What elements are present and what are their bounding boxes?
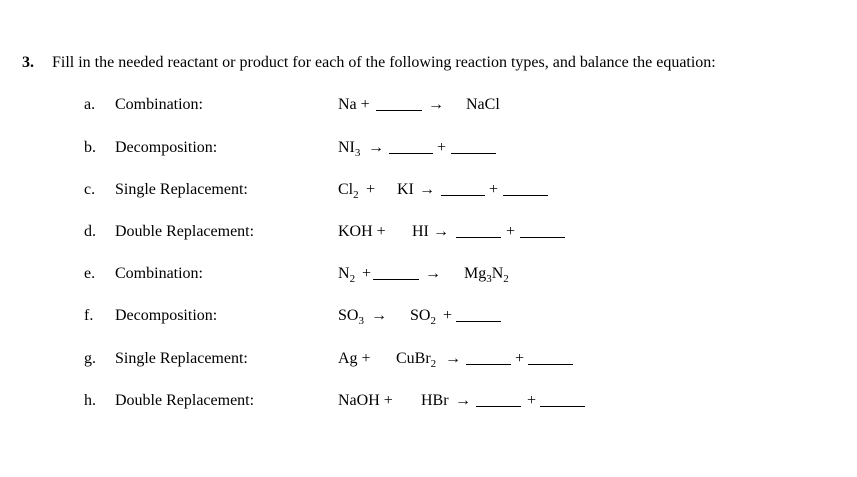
plus-sign: + [437,139,447,156]
reaction-item-c [0,181,857,203]
reactant-2: HBr [421,392,449,409]
reaction-item-e [0,265,857,287]
plus-sign: + [527,392,537,409]
plus-sign: + [443,307,453,324]
arrow-icon: → [425,265,441,282]
plus-sign: + [362,265,372,282]
item-letter: a. [84,96,96,113]
answer-blank[interactable] [503,181,548,196]
item-letter: c. [84,181,96,198]
reactant-1: $Cl_2$ [338,181,359,202]
plus-sign: + [489,181,499,198]
answer-blank[interactable] [456,307,501,322]
answer-blank[interactable] [520,223,565,238]
reactant-1: $NI_3$ [338,139,361,160]
item-letter: h. [84,392,96,409]
reactant-1: NaOH + [338,392,393,409]
plus-sign: + [515,350,525,367]
reaction-item-h [0,392,857,414]
item-letter: g. [84,350,96,367]
answer-blank[interactable] [540,392,585,407]
product-1: NaCl [466,96,500,113]
reactant-1: Ag + [338,350,371,367]
reactant-1: KOH + [338,223,386,240]
arrow-icon: → [371,307,387,324]
arrow-icon: → [433,223,449,240]
answer-blank[interactable] [389,139,433,154]
answer-blank[interactable] [451,139,496,154]
answer-blank[interactable] [528,350,573,365]
reaction-type: Decomposition: [115,139,218,156]
answer-blank[interactable] [441,181,485,196]
plus-sign: + [506,223,516,240]
product-1: $Mg_3N_2$ [464,265,509,286]
item-letter: e. [84,265,96,282]
arrow-icon: → [368,139,384,156]
arrow-icon: → [445,350,461,367]
product-1: $SO_2$ [410,307,436,328]
arrow-icon: → [419,181,435,198]
reactant-2: HI [412,223,429,240]
arrow-icon: → [455,392,471,409]
arrow-icon: → [428,96,444,113]
reaction-item-b [0,139,857,161]
reaction-item-d [0,223,857,245]
reaction-type: Single Replacement: [115,350,248,367]
answer-blank[interactable] [373,265,419,280]
plus-sign: + [366,181,376,198]
answer-blank[interactable] [476,392,521,407]
reaction-type: Double Replacement: [115,223,255,240]
reactant-1: $SO_3$ [338,307,364,328]
question-number: 3. [22,54,34,71]
reaction-type: Double Replacement: [115,392,255,409]
question-instruction: Fill in the needed reactant or product for each of the following reaction types, and balance the equation: [52,54,716,71]
answer-blank[interactable] [456,223,501,238]
reaction-type: Combination: [115,265,203,282]
reactant-1: Na + [338,96,370,113]
reactant-1: $N_2$ [338,265,356,286]
reaction-item-g [0,350,857,372]
reaction-type: Single Replacement: [115,181,248,198]
reactant-2: KI [397,181,414,198]
item-letter: f. [84,307,94,324]
reaction-type: Decomposition: [115,307,218,324]
item-letter: b. [84,139,96,156]
reaction-item-f [0,307,857,329]
answer-blank[interactable] [466,350,511,365]
reaction-type: Combination: [115,96,203,113]
reactant-2: CuBr$_2$ [396,350,437,371]
item-letter: d. [84,223,96,240]
answer-blank[interactable] [376,96,422,111]
reaction-item-a [0,96,857,118]
